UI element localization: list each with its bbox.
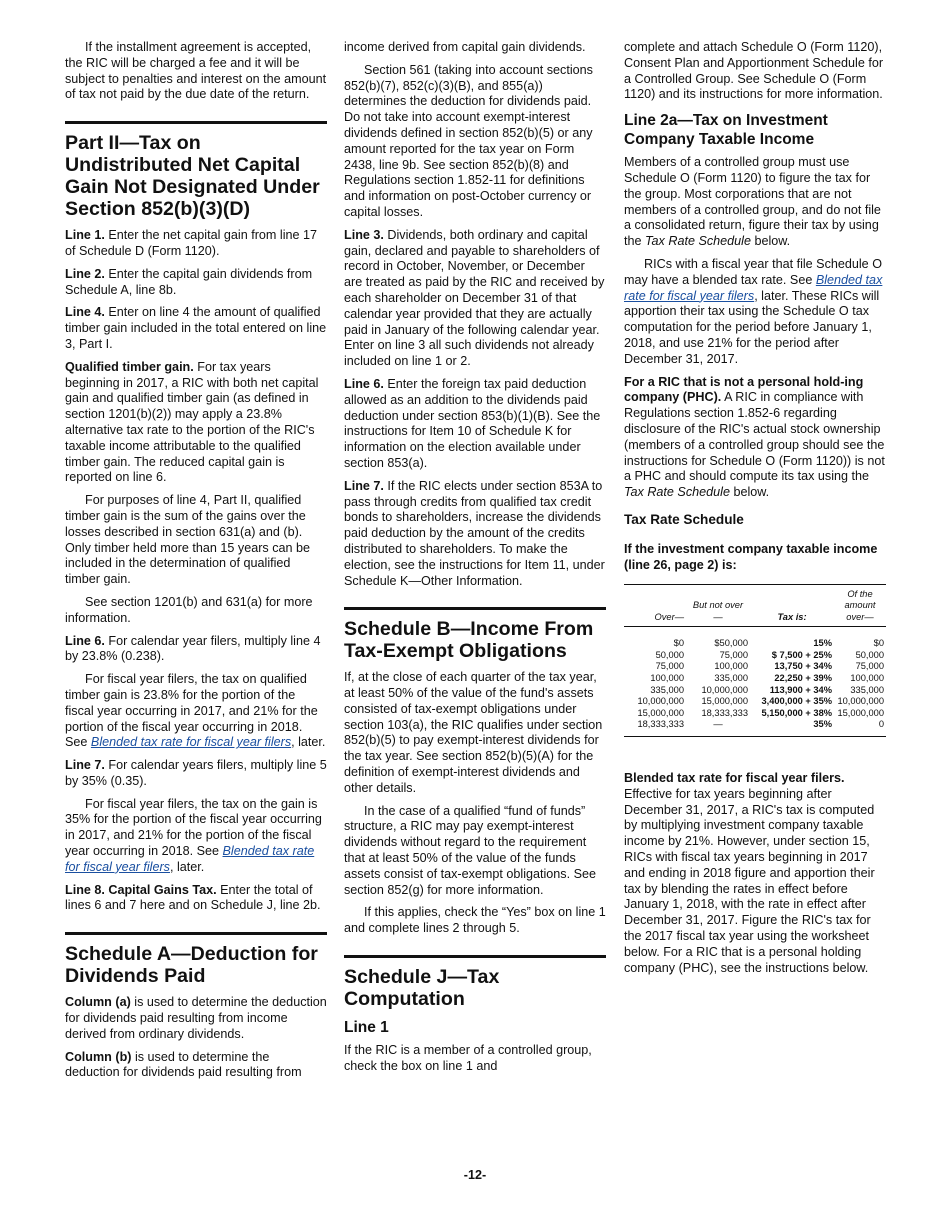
tax-rate-table	[624, 584, 886, 738]
line6-text: Enter the foreign tax paid deduction allowed as an addition to the dividends paid deduction under section 853(b)(1)(B). See the instructions for Item 10 of Schedule K for information on the election available under section 853(a).	[344, 376, 601, 470]
section-rule	[65, 121, 327, 124]
cell-tax-is: 22,250 + 39%	[774, 673, 832, 684]
table-row	[624, 696, 886, 708]
cell-tax-is: 13,750 + 34%	[774, 661, 832, 672]
cell-of-amount-over: 10,000,000	[837, 696, 884, 707]
line7-label: Line 7.	[344, 478, 384, 493]
page-number: -12-	[463, 1168, 487, 1182]
line3-label: Line 3.	[344, 227, 384, 242]
blended-rate-link[interactable]: Blended tax rate for fiscal year filers	[65, 844, 315, 874]
line1-paragraph	[65, 228, 327, 260]
below-text: below.	[754, 234, 791, 249]
column-a-text: is used to determine the deduction for dividends paid resulting from income derived from ordinary dividends.	[65, 995, 327, 1041]
below-text: below.	[733, 485, 770, 500]
line6-paragraph	[65, 634, 327, 666]
column-1	[65, 40, 327, 1088]
fund-of-funds-paragraph: In the case of a qualified “fund of funds” structure, a RIC may pay exempt-interest dividends without regard to the requirement that at least 50% of the value of the funds assets consist of tax-exempt obligations. See section 852(g) for more information.	[344, 803, 597, 897]
column-a-paragraph	[65, 995, 327, 1042]
line1-label: Line 1.	[65, 228, 105, 243]
blended-rate-link[interactable]: Blended tax rate for fiscal year filers	[90, 735, 292, 750]
cell-but-not-over: 15,000,000	[701, 696, 748, 707]
line2-label: Line 2.	[65, 266, 105, 281]
rics-paragraph	[624, 257, 886, 368]
cell-of-amount-over: 335,000	[850, 684, 884, 695]
cell-tax-is: 15%	[813, 638, 832, 649]
section-rule	[344, 607, 606, 610]
cell-over: 18,333,333	[637, 719, 684, 730]
later-text: , later.	[291, 735, 326, 750]
line7-text: For calendar years filers, multiply line 5 by 35% (0.35).	[65, 758, 327, 788]
purposes-paragraph: For purposes of line 4, Part II, qualified timber gain is the sum of the gains over the losses described in section 631(a) and (b). Only timber held more than 15 years can be included in the determination of qualified timber gain.	[65, 493, 311, 587]
line7-fiscal-text: For fiscal year filers, the tax on the gain is 35% for the portion of the fiscal year occurring in 2017, and 21% for the portion of the fiscal year occurring in 2018. See	[65, 796, 322, 859]
table-row	[624, 719, 886, 736]
line3-text: Dividends, both ordinary and capital gain, declared and payable to shareholders of record in October, November, or December are treated as paid by the RIC and received by each shareholder on December 31 of that calendar year provided that they are actually paid in January of the following calendar year. Enter on line 3 all such dividends not already included on line 1 or 2.	[344, 227, 605, 369]
header-but-not-over: But not over —	[686, 584, 750, 627]
cell-over: 75,000	[655, 661, 684, 672]
cell-but-not-over: 335,000	[714, 673, 748, 684]
line7-text: If the RIC elects under section 853A to pass through credits from qualified tax credit bonds to shareholders, increase the dividends paid deduction by the amount of the credits distributed to shareholders. To make the election, see the instructions for Item 11, under Schedule K—Other Information.	[344, 478, 605, 588]
cell-of-amount-over: 50,000	[855, 649, 884, 660]
line4-text: Enter on line 4 the amount of qualified timber gain included in the total entered on line 3, Part I.	[65, 305, 327, 351]
table-heading: If the investment company taxable income (line 26, page 2) is:	[624, 541, 878, 572]
line4-paragraph	[65, 305, 327, 352]
later-text: , later.	[169, 859, 205, 874]
line6-paragraph	[344, 377, 606, 472]
table-row	[624, 673, 886, 685]
cell-tax-is: 5,150,000 + 38%	[761, 707, 832, 718]
schedule-a-heading: Schedule A—Deduction for Dividends Paid	[65, 943, 318, 988]
line8-text: Enter the total of lines 6 and 7 here and on Schedule J, line 2b.	[65, 882, 321, 913]
cell-of-amount-over: 0	[878, 719, 884, 730]
phc-text: A RIC in compliance with Regulations section 1.852-6 regarding disclosure of the RIC's actual stock ownership (members of a controlled group should see the instructions for Schedule O (Form 1120)) is not a PHC and should compute its tax using the	[624, 390, 885, 484]
line2-text: Enter the capital gain dividends from Schedule A, line 8b.	[65, 266, 313, 297]
table-header-row	[624, 584, 886, 627]
schedule-b-paragraph: If, at the close of each quarter of the tax year, at least 50% of the value of the fund's assets consisted of tax-exempt obligations under section 103(a), the RIC qualifies under section 852(b)(5) to pay exempt-interest dividends for the tax year. See section 852(b)(5)(A) for the definition of exempt-interest dividends and other details.	[344, 670, 603, 795]
column-b-text: is used to determine the deduction for dividends paid resulting from	[65, 1049, 302, 1080]
line7-label: Line 7.	[65, 758, 105, 773]
section-rule	[65, 932, 327, 935]
rics-text: RICs with a fiscal year that file Schedule O may have a blended tax rate. See	[624, 256, 882, 287]
line2a-heading: Line 2a—Tax on Investment Company Taxable Income	[624, 112, 828, 149]
line1-text: Enter the net capital gain from line 17 of Schedule D (Form 1120).	[65, 228, 318, 258]
qualified-timber-paragraph	[65, 360, 327, 486]
table-row	[624, 708, 886, 720]
cell-but-not-over: $50,000	[714, 638, 748, 649]
continuation-paragraph: complete and attach Schedule O (Form 1120), Consent Plan and Apportionment Schedule for a Controlled Group. See Schedule O (Form 1120) and its instructions for more information.	[624, 40, 884, 102]
column-2	[344, 40, 606, 1082]
qualified-timber-text: For tax years beginning in 2017, a RIC with both net capital gain and qualified timber gain (as defined in section 1201(b)(2)) may apply a 23.8% alternative tax rate to the portion of the RIC's taxable income attributable to the qualified timber gain. The reduced capital gain is reported on line 6.	[65, 359, 319, 485]
section-561-paragraph: Section 561 (taking into account sections 852(b)(7), 852(c)(3)(B), and 855(a)) determines the deduction for dividends paid. Do not take into account exempt-interest dividends defined in section 852(b)(5) or any amount reported for the tax year on Form 2438, line 9b. See section 852(b)(8) and Regulations section 1.852-11 for definitions and information on post-October currency or capital losses.	[344, 62, 593, 219]
cell-of-amount-over: $0	[873, 638, 884, 649]
line8-paragraph	[65, 883, 327, 915]
line7-paragraph	[344, 479, 606, 590]
continuation-paragraph: income derived from capital gain dividends.	[344, 40, 586, 54]
line6-text: For calendar year filers, multiply line 4 by 23.8% (0.238).	[65, 633, 321, 664]
line6-label: Line 6.	[344, 376, 384, 391]
cell-of-amount-over: 100,000	[850, 673, 884, 684]
phc-label: For a RIC that is not a personal hold-ing company (PHC).	[624, 374, 864, 405]
phc-paragraph	[624, 375, 886, 501]
blended-paragraph	[624, 771, 886, 976]
line6-fiscal-paragraph	[65, 672, 327, 751]
blended-heading: Blended tax rate for fiscal year filers.	[624, 771, 845, 786]
cell-tax-is: $ 7,500 + 25%	[771, 649, 832, 660]
qualified-timber-label: Qualified timber gain.	[65, 359, 194, 374]
column-3	[624, 40, 886, 983]
cell-over: 10,000,000	[637, 696, 684, 707]
column-a-label: Column (a)	[65, 995, 131, 1010]
schedule-j-heading: Schedule J—Tax Computation	[344, 966, 500, 1011]
rics-text-2: , later. These RICs will apportion their tax using the Schedule O tax computation for the period before January 1, 2018, and use 21% for the period after December 31, 2017.	[624, 288, 880, 366]
line7-fiscal-paragraph	[65, 797, 327, 876]
line1-heading: Line 1	[344, 1019, 389, 1037]
tax-rate-schedule-heading: Tax Rate Schedule	[624, 511, 744, 527]
header-over: Over—	[624, 584, 686, 627]
cell-over: 335,000	[650, 684, 684, 695]
cell-but-not-over: 10,000,000	[701, 684, 748, 695]
cell-tax-is: 3,400,000 + 35%	[761, 696, 832, 707]
cell-tax-is: 113,900 + 34%	[769, 684, 832, 695]
cell-of-amount-over: 15,000,000	[837, 707, 884, 718]
cell-but-not-over: 100,000	[714, 661, 748, 672]
line7-paragraph	[65, 758, 327, 790]
members-paragraph	[624, 155, 886, 250]
header-tax-is: Tax is:	[750, 584, 834, 627]
table-row	[624, 685, 886, 697]
tax-rate-schedule-ref: Tax Rate Schedule	[645, 234, 751, 249]
section-rule	[344, 955, 606, 958]
tax-rate-schedule-ref: Tax Rate Schedule	[624, 485, 730, 500]
part2-heading: Part II—Tax on Undistributed Net Capital Gain Not Designated Under Section 852(b)(3)(D)	[65, 132, 320, 221]
cell-of-amount-over: 75,000	[855, 661, 884, 672]
tax-rate-table-body	[624, 627, 886, 737]
cell-over: 100,000	[650, 673, 684, 684]
line3-paragraph	[344, 228, 606, 370]
check-yes-paragraph: If this applies, check the “Yes” box on line 1 and complete lines 2 through 5.	[344, 905, 606, 936]
line4-label: Line 4.	[65, 305, 105, 320]
installment-paragraph: If the installment agreement is accepted, the RIC will be charged a fee and it will be subject to penalties and interest on the amount of tax not paid by the due date of the return.	[65, 40, 327, 102]
cell-over: 15,000,000	[637, 707, 684, 718]
column-b-label: Column (b)	[65, 1049, 132, 1064]
blended-text: Effective for tax years beginning after December 31, 2017, a RIC's tax is computed by multiplying investment company taxable income by 21%. However, under section 15, RICs with fiscal tax years beginning in 2017 and ending in 2018 figure and apportion their tax by blending the rates in effect before January 1, 2018, with the rate in effect after December 31, 2017. Figure the RIC's tax for the 2017 fiscal tax year using the worksheet below. For a RIC that is a personal holding company (PHC), see the instructions below.	[624, 786, 875, 975]
line1-paragraph: If the RIC is a member of a controlled group, check the box on line 1 and	[344, 1043, 592, 1073]
see-1201-paragraph: See section 1201(b) and 631(a) for more information.	[65, 594, 313, 625]
cell-over: $0	[673, 638, 684, 649]
cell-but-not-over: 18,333,333	[701, 707, 748, 718]
column-b-paragraph	[65, 1050, 327, 1082]
line6-fiscal-text: For fiscal year filers, the tax on qualified timber gain is 23.8% for the portion of the fiscal year occurring in 2017, and 21% for the portion of the fiscal year occurring in 2018. See	[65, 672, 318, 750]
line6-label: Line 6.	[65, 633, 105, 648]
cell-tax-is: 35%	[813, 719, 832, 730]
members-text: Members of a controlled group must use Schedule O (Form 1120) to figure the tax for the group. Most corporations that are not members of a controlled group, and do not file a consolidated return, figure their tax by using the	[624, 155, 881, 249]
blended-rate-link[interactable]: Blended tax rate for fiscal year filers	[624, 272, 883, 303]
table-row	[624, 650, 886, 662]
table-row	[624, 627, 886, 650]
schedule-b-heading: Schedule B—Income From Tax-Exempt Obligations	[344, 618, 594, 663]
line2-paragraph	[65, 267, 327, 299]
header-of-amount-over: Of the amount over—	[834, 584, 886, 627]
cell-but-not-over: 75,000	[719, 649, 748, 660]
line8-label: Line 8. Capital Gains Tax.	[65, 882, 217, 897]
table-row	[624, 661, 886, 673]
cell-over: 50,000	[655, 649, 684, 660]
cell-but-not-over: —	[713, 719, 723, 730]
